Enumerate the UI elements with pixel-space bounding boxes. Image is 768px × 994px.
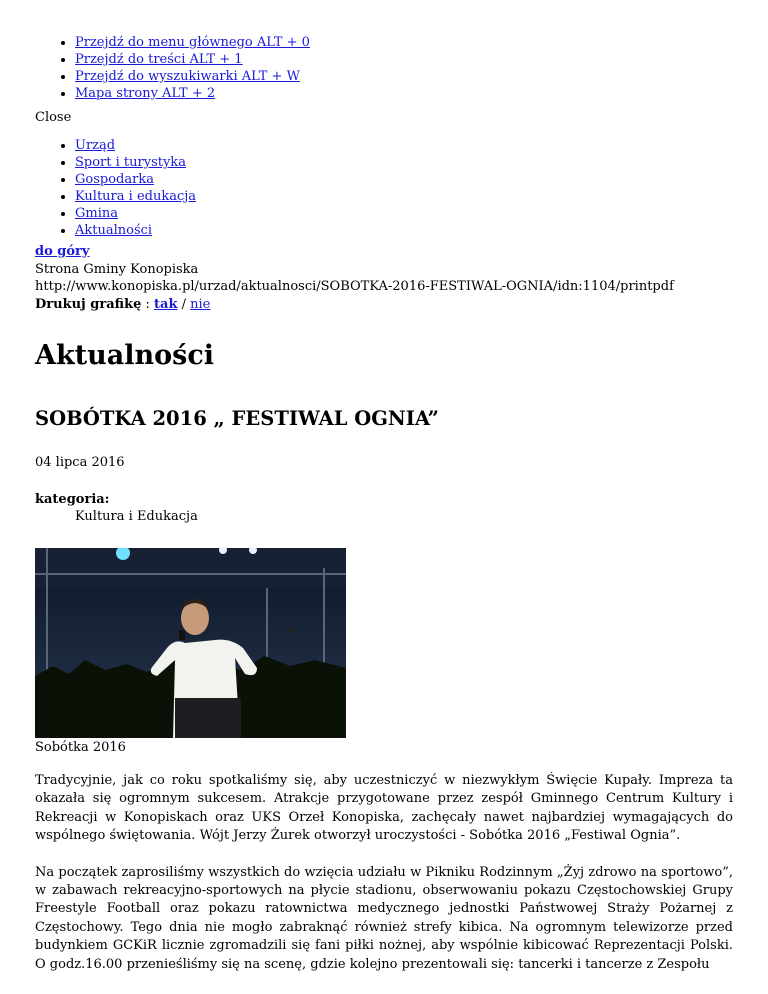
menu-item [75, 205, 733, 222]
close-label: Close [35, 110, 72, 125]
menu-item [75, 188, 733, 205]
image-caption: Sobótka 2016 [35, 740, 126, 755]
skip-links [35, 34, 733, 102]
print-graphics-row [35, 296, 733, 314]
section-title: Aktualności [35, 340, 215, 371]
colon-separator: : [145, 296, 150, 312]
category-value: Kultura i Edukacja [75, 509, 198, 524]
skip-to-main-menu-link[interactable]: Przejdź do menu głównego ALT + 0 [75, 35, 310, 50]
menu-item [75, 137, 733, 154]
sitemap-link[interactable]: Mapa strony ALT + 2 [75, 86, 216, 101]
main-menu [35, 137, 733, 239]
article-date: 04 lipca 2016 [35, 455, 125, 470]
menu-item [75, 222, 733, 239]
site-name: Strona Gminy Konopiska [35, 261, 199, 277]
article-paragraph-1: Tradycyjnie, jak co roku spotkaliśmy się, aby uczestniczyć w niezwykłym Święcie Kupały. Impreza ta okazała się ogromnym sukcesem. Atrakcje przygotowane przez zespół Gminnego Centrum Kultury i Rekreacji w Konopiskach oraz UKS Orzeł Konopiska, zachęcały nawet najbardziej wymagających do wspólnego świętowania. Wójt Jerzy Żurek otworzył uroczystości - Sobótka 2016 „Festiwal Ognia”. [35, 773, 733, 844]
back-to-top-link[interactable]: do góry [35, 244, 90, 259]
menu-link-gmina[interactable]: Gmina [75, 206, 118, 221]
menu-link-kultura[interactable]: Kultura i edukacja [75, 189, 197, 204]
article-title: SOBÓTKA 2016 „ FESTIWAL OGNIA” [35, 407, 439, 430]
menu-link-gospodarka[interactable]: Gospodarka [75, 172, 154, 187]
article-photo [35, 548, 346, 738]
print-url: http://www.konopiska.pl/urzad/aktualnosci/SOBOTKA-2016-FESTIWAL-OGNIA/idn:1104/printpdf [35, 279, 674, 294]
print-graphics-yes-link[interactable]: tak [154, 296, 178, 312]
skip-to-content-link[interactable]: Przejdź do treści ALT + 1 [75, 52, 243, 67]
menu-item [75, 154, 733, 171]
print-graphics-no-link[interactable]: nie [190, 296, 211, 312]
article-paragraph-2: Na początek zaprosiliśmy wszystkich do wzięcia udziału w Pikniku Rodzinnym „Żyj zdrowo na sportowo”, w zabawach rekreacyjno-sportowych na płycie stadionu, obserwowaniu pokazu Częstochowskiej Grupy Freestyle Football oraz pokazu ratownictwa medycznego jednostki Państwowej Straży Pożarnej z Częstochowy. Tego dnia nie mogło zabraknąć również strefy kibica. Na ogromnym telewizorze przed budynkiem GCKiR licznie zgromadzili się fani piłki nożnej, aby wspólnie kibicować Reprezentacji Polski. O godz.16.00 przenieśliśmy się na scenę, gdzie kolejno prezentowali się: tancerki i tancerze z Zespołu [35, 864, 733, 972]
skip-link-item [75, 85, 733, 102]
menu-link-aktualnosci[interactable]: Aktualności [75, 223, 153, 238]
skip-link-item [75, 68, 733, 85]
skip-link-item [75, 34, 733, 51]
print-graphics-label: Drukuj grafikę [35, 296, 142, 312]
category-label: kategoria: [35, 492, 110, 507]
print-meta [35, 243, 733, 313]
slash-separator: / [181, 296, 186, 312]
menu-item [75, 171, 733, 188]
skip-to-search-link[interactable]: Przejdź do wyszukiwarki ALT + W [75, 69, 300, 84]
menu-link-urzad[interactable]: Urząd [75, 138, 116, 153]
menu-link-sport[interactable]: Sport i turystyka [75, 155, 186, 170]
skip-link-item [75, 51, 733, 68]
